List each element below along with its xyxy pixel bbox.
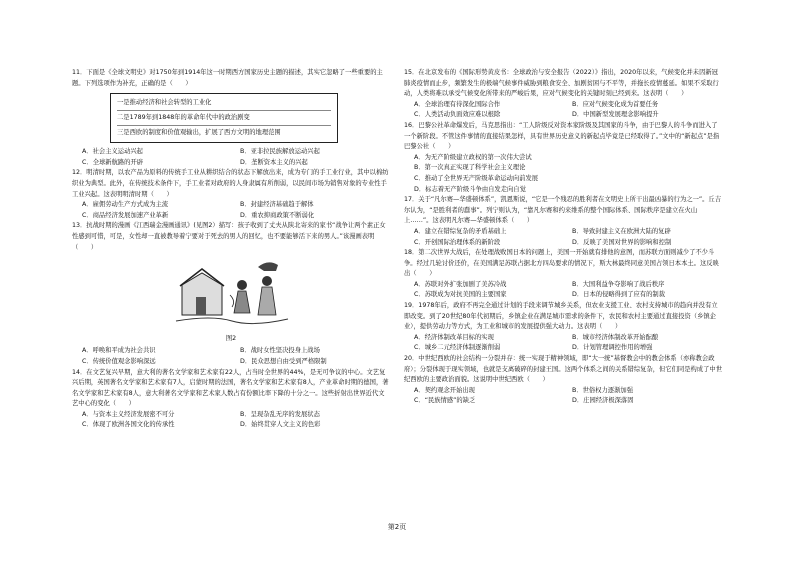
question-18 — [404, 248, 722, 301]
option-d: D．标志着无产阶级斗争由自发走向自觉 — [414, 185, 526, 193]
question-11 — [72, 68, 390, 168]
option-b: B．第一次真正实现了科学社会主义理论 — [414, 164, 526, 172]
options — [72, 410, 390, 431]
options — [404, 280, 722, 301]
option-a: A．呼唤和平成为社会共识 — [82, 347, 156, 355]
question-stem: 15．在北京发布的《国际形势黄皮书：全球政治与安全报告（2022）》指出，2020年以来，气候变化并未因新冠肺炎疫情而止步，频繁发生的极端气候事件威胁到粮食安全、加剧贫困与不平等，并拖长疫情蔓延。如果不采取行动，人类将难以承受气候变化所带来的严峻后果，应对气候变化的关键时刻已经到来。这表明（ ） — [404, 69, 719, 98]
page-number: 第2页 — [387, 523, 407, 531]
option-a: A．建立在错综复杂的矛盾基础上 — [414, 227, 507, 235]
options — [404, 100, 722, 121]
right-column — [404, 68, 722, 407]
options — [404, 333, 722, 354]
figure-caption: 图2 — [225, 334, 237, 342]
option-a: A．苏联对外扩张加剧了美苏冷战 — [414, 280, 507, 288]
options — [72, 346, 390, 367]
question-20 — [404, 354, 722, 407]
question-13 — [72, 221, 390, 367]
option-a: A．雇佣劳动生产方式成为主流 — [82, 201, 169, 209]
question-stem: 19．1978年后，政府不再完全通过计划的手段来调节城乡关系，但农业支援工业、农村支持城市的趋向并没有立即改变。到了20世纪80年代初期后，乡镇企业在满足城市需求的条件下，农民和农村主要通过直接投资（乡镇企业），提供劳动力等方式，为工业和城市的发展提供强大动力。这表明（ ） — [404, 302, 718, 331]
options — [404, 227, 722, 248]
question-stem: 20．中世纪西欧的社会结构一分裂并存：统一实现于精神领域，即“大一统”基督教会中的教会体系（亦称教会政府）；分裂体现于现实领域，也就是支离破碎的封建王国。这两个体系之间的关系错综复杂，但它们同是构成了中世纪西欧的主要政治面貌。这说明中世纪西欧（ ） — [404, 355, 722, 384]
question-stem: 16．巴黎公社革命爆发后，马克思指出：“工人阶级反对资本家阶级及其国家的斗争，由于巴黎人的斗争而进入了一个新阶段。不管这件事情的直接结果怎样，具有世界历史意义的新起点毕竟是已经取得了。”文中的“新起点”是指巴黎公社（ ） — [404, 121, 720, 151]
option-d: D．中国新型发展理念影响提升 — [572, 111, 659, 119]
option-a: A．契约观念开始出现 — [414, 386, 475, 394]
option-d: D．重农抑商政策不断弱化 — [240, 211, 315, 219]
option-b: B．世俗权力逐渐加强 — [572, 386, 633, 394]
option-c: C．传统价值观念影响深远 — [82, 357, 156, 365]
question-19 — [404, 301, 722, 354]
option-b: B．亚非拉民族解放运动兴起 — [240, 148, 320, 156]
box-line: 三是西欧的制度和价值观输出，扩展了西方文明的地理范围 — [117, 129, 281, 137]
question-14 — [72, 368, 390, 432]
question-17 — [404, 195, 722, 248]
option-a: A．全球治理有待深化国际合作 — [414, 100, 501, 108]
option-a: A．为无产阶级建立政权的第一次伟大尝试 — [414, 153, 532, 161]
question-stem: 17．关于“凡尔赛—华盛顿体系”，凯恩斯说，“它是一个残忍的胜利者在文明史上所干出最凶暴的行为之一”。丘吉尔认为，“是胜利者的蠢事”。列宁则认为，“靠凡尔赛和约来维系的整个国际体系、国际秩序是建立在火山上……”。这表明凡尔赛—华盛顿体系（ ） — [404, 196, 722, 225]
question-stem: 13．抗战时期的漫画《江西瑞金漫画通讯》(见图2）描写：孩子收到了丈夫从陕北寄来的家书“战争让两个素正女性感到可惜，可是，女性却一直被教导着宁要对于死去的男人的回忆，也不要能够活下来的男人。”该漫画表明（ ） — [72, 222, 386, 251]
question-stem: 12．明清时期，以农产品为原料的传统手工业从耕织结合的状态下解放出来，成为专门的手工业行业，其中以棉纺织业为典型。此外，在传统技术条件下，手工业者对政府的人身隶属有所削弱，以民间市场为销售对象的专业性手工业兴起。这表明明清时期（ ） — [72, 169, 389, 198]
options — [404, 153, 722, 195]
option-b: B．应对气候变化成为首要任务 — [572, 100, 659, 108]
options — [72, 147, 390, 168]
option-d: D．民众思想自由受到严格限制 — [240, 357, 327, 365]
options — [72, 200, 390, 221]
options — [404, 386, 722, 407]
option-b: B．城市经济体制改革开始酝酿 — [572, 333, 659, 341]
option-c: C．全球新航路的开辟 — [82, 158, 144, 166]
option-c: C．推动了全世界无产阶级革命运动向前发展 — [414, 174, 539, 182]
option-d: D．日本的侵略得到了应有的制裁 — [572, 291, 666, 299]
question-stem: 11．下面是《全球文明史》对1750年到1914年这一时期西方国家历史主题的描述，其实它忽略了一些重要的主题。下列选项作为补充，正确的是（ ） — [72, 69, 383, 87]
cartoon-illustration — [172, 255, 292, 329]
option-c: C．体现了欧洲各国文化的传承性 — [82, 421, 175, 429]
option-d: D．庄园经济极深落固 — [572, 397, 634, 405]
option-b: B．战时女性坚决投身上战场 — [240, 347, 320, 355]
option-a: A．社会主义运动兴起 — [82, 148, 143, 156]
quote-box — [110, 93, 338, 143]
question-12 — [72, 168, 390, 221]
option-c: C．开创国际治理体系的新阶段 — [414, 238, 501, 246]
option-b: B．呈现杂乱无序的发展状态 — [240, 410, 320, 418]
left-column — [72, 68, 390, 431]
box-line: 二是1789年到1848年的革命年代中的政治剧变 — [117, 111, 331, 126]
option-b: B．导致封建主义在欧洲大陆的复辟 — [572, 227, 671, 235]
option-a: A．与资本主义经济发展密不可分 — [82, 410, 175, 418]
question-stem: 14．在文艺复兴早期，意大利的著名文学家和艺术家有22人，占当时全世界的44%，是无可争议的中心。文艺复兴后期，英国著名文学家和艺术家有7人，启蒙时期的法国，著名文学家和艺术家有8人，产业革命时期的德国，著名文学家和艺术家有8人，意大利著名文学家和艺术家人数占有份额比率下降的十分之一。这些折射出世界近代文艺中心的变化（ ） — [72, 368, 389, 408]
option-d: D．反映了美国对世界的影响和控制 — [572, 238, 672, 246]
question-stem: 18．第二次世界大战后，在处理战败国日本的问题上，美国一开始就有排他的意图，而苏联方面则减少了不少斗争。经过几轮讨价还价，在美国满足苏联占据北方四岛要求的情况下，斯大林最终同意美国占领日本本土。这反映出（ ） — [404, 249, 719, 278]
option-b: B．封建经济基础趋于解体 — [240, 201, 314, 209]
option-c: C．苏联成为对抗美国的主要国家 — [414, 291, 507, 299]
box-line: 一是推动经济和社会转型的工业化 — [117, 96, 331, 111]
option-c: C．城乡二元经济体制逐渐削弱 — [414, 344, 501, 352]
option-d: D．始终贯穿人文主义的色彩 — [240, 421, 321, 429]
option-c: C．商品经济发展加速产业革新 — [82, 211, 169, 219]
option-d: D．计划管理调控作用的增强 — [572, 344, 653, 352]
option-a: A．经济体制改革目标的实现 — [414, 333, 494, 341]
option-b: B．大国利益争夺影响了战后秩序 — [572, 280, 665, 288]
option-c: C．“民族情感”的缺乏 — [414, 397, 476, 405]
option-d: D．垄断资本主义的兴起 — [240, 158, 308, 166]
question-16 — [404, 121, 722, 195]
option-c: C．人类活动负面效应难以根除 — [414, 111, 501, 119]
question-15 — [404, 68, 722, 121]
